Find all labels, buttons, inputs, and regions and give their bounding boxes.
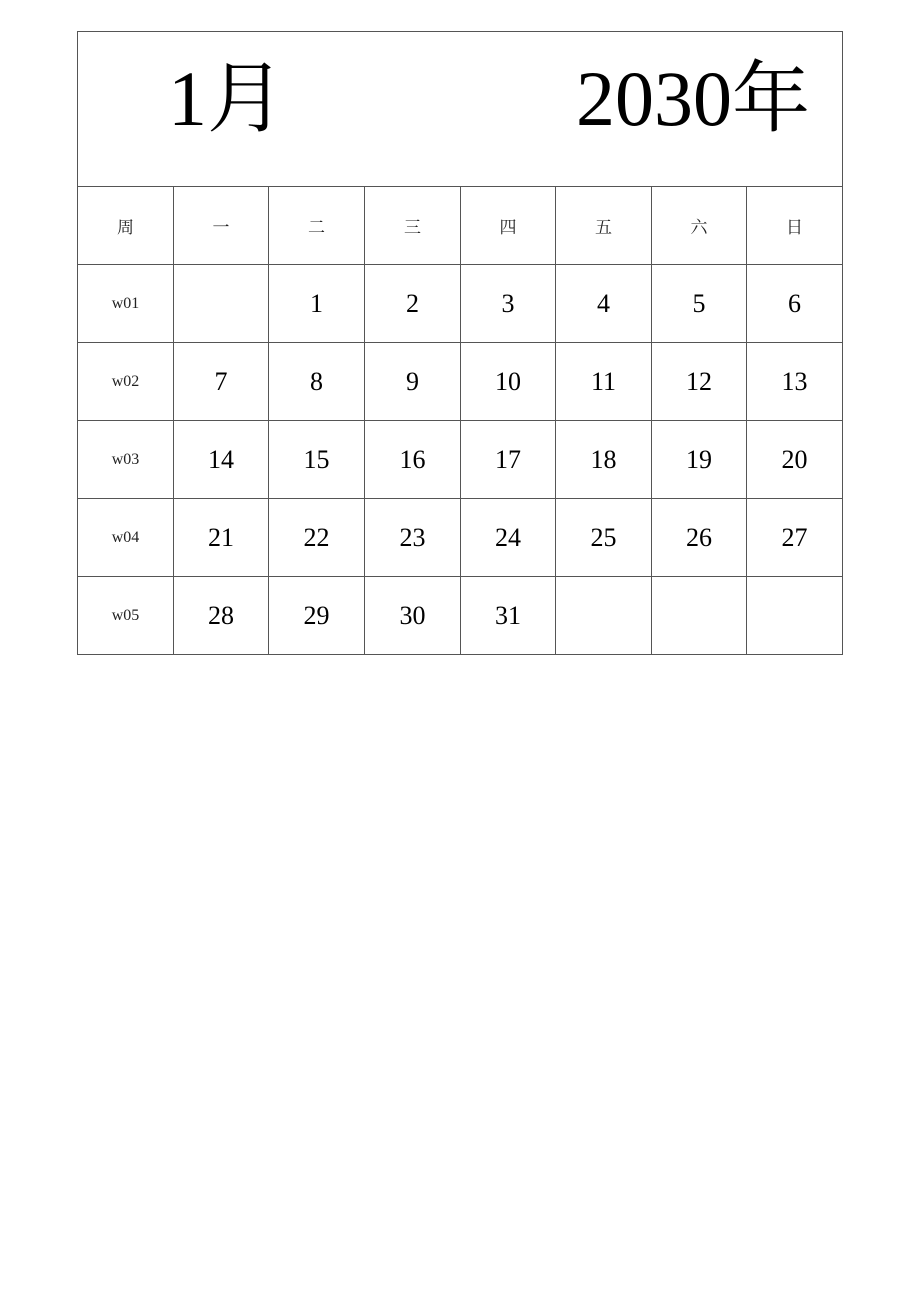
week-row <box>78 343 843 421</box>
weekday-header-thu: 四 <box>461 187 556 265</box>
month-title: 1月 <box>168 55 286 142</box>
day-cell: 4 <box>556 265 652 343</box>
weekday-header-mon: 一 <box>174 187 269 265</box>
week-number: w03 <box>78 421 174 499</box>
week-column-header: 周 <box>78 187 174 265</box>
week-row <box>78 421 843 499</box>
day-cell: 12 <box>652 343 747 421</box>
day-cell: 3 <box>461 265 556 343</box>
day-cell: 31 <box>461 577 556 655</box>
day-cell: 24 <box>461 499 556 577</box>
week-row <box>78 265 843 343</box>
day-cell: 7 <box>174 343 269 421</box>
day-cell: 9 <box>365 343 461 421</box>
day-cell <box>174 265 269 343</box>
day-cell: 20 <box>747 421 843 499</box>
week-row <box>78 499 843 577</box>
weekday-header-sat: 六 <box>652 187 747 265</box>
day-cell: 17 <box>461 421 556 499</box>
day-cell: 27 <box>747 499 843 577</box>
calendar-header <box>78 32 843 187</box>
day-cell: 23 <box>365 499 461 577</box>
weekday-header-sun: 日 <box>747 187 843 265</box>
week-number: w05 <box>78 577 174 655</box>
day-cell: 13 <box>747 343 843 421</box>
day-cell: 21 <box>174 499 269 577</box>
day-cell: 25 <box>556 499 652 577</box>
day-cell: 8 <box>269 343 365 421</box>
day-cell <box>652 577 747 655</box>
day-cell: 18 <box>556 421 652 499</box>
day-cell: 16 <box>365 421 461 499</box>
day-cell: 19 <box>652 421 747 499</box>
weekday-header-tue: 二 <box>269 187 365 265</box>
day-cell: 26 <box>652 499 747 577</box>
day-cell: 2 <box>365 265 461 343</box>
weekday-header-row <box>78 187 843 265</box>
calendar-table <box>77 31 843 655</box>
day-cell: 10 <box>461 343 556 421</box>
week-number: w02 <box>78 343 174 421</box>
day-cell: 29 <box>269 577 365 655</box>
day-cell: 22 <box>269 499 365 577</box>
day-cell: 6 <box>747 265 843 343</box>
day-cell: 30 <box>365 577 461 655</box>
week-row <box>78 577 843 655</box>
day-cell: 14 <box>174 421 269 499</box>
day-cell: 11 <box>556 343 652 421</box>
week-number: w04 <box>78 499 174 577</box>
weekday-header-fri: 五 <box>556 187 652 265</box>
week-number: w01 <box>78 265 174 343</box>
day-cell: 5 <box>652 265 747 343</box>
day-cell: 28 <box>174 577 269 655</box>
day-cell: 1 <box>269 265 365 343</box>
day-cell <box>556 577 652 655</box>
day-cell <box>747 577 843 655</box>
year-title: 2030年 <box>575 55 810 142</box>
weekday-header-wed: 三 <box>365 187 461 265</box>
day-cell: 15 <box>269 421 365 499</box>
